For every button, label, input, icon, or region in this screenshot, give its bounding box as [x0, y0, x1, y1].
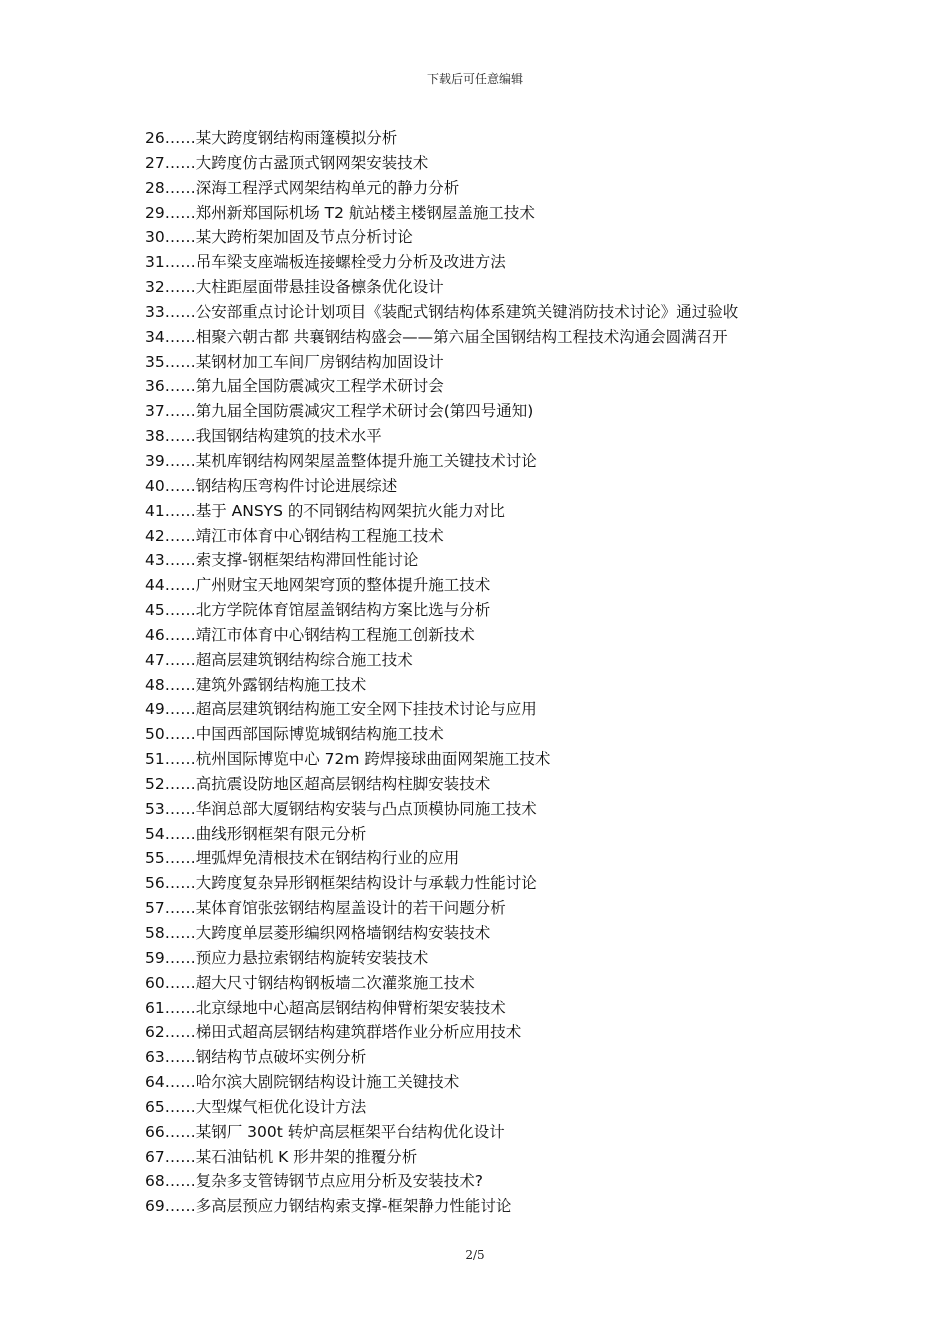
toc-entry: 51……杭州国际博览中心 72m 跨焊接球曲面网架施工技术 — [145, 750, 551, 769]
toc-list — [145, 126, 865, 1219]
toc-entry: 42……靖江市体育中心钢结构工程施工技术 — [145, 526, 444, 545]
toc-entry: 63……钢结构节点破坏实例分析 — [145, 1048, 367, 1067]
toc-entry: 29……郑州新郑国际机场 T2 航站楼主楼钢屋盖施工技术 — [145, 203, 535, 222]
toc-entry: 35……某钢材加工车间厂房钢结构加固设计 — [145, 352, 444, 371]
toc-entry: 67……某石油钻机 K 形井架的推覆分析 — [145, 1147, 418, 1166]
toc-entry: 53……华润总部大厦钢结构安装与凸点顶模协同施工技术 — [145, 799, 537, 818]
toc-entry: 30……某大跨桁架加固及节点分析讨论 — [145, 228, 413, 247]
toc-entry: 69……多高层预应力钢结构索支撑-框架静力性能讨论 — [145, 1197, 512, 1216]
toc-entry: 61……北京绿地中心超高层钢结构伸臂桁架安装技术 — [145, 998, 506, 1017]
toc-entry: 43……索支撑-钢框架结构滞回性能讨论 — [145, 551, 419, 570]
toc-entry: 34……相聚六朝古都 共襄钢结构盛会——第六届全国钢结构工程技术沟通会圆满召开 — [145, 327, 728, 346]
toc-entry: 52……高抗震设防地区超高层钢结构柱脚安装技术 — [145, 774, 491, 793]
toc-entry: 65……大型煤气柜优化设计方法 — [145, 1097, 367, 1116]
toc-entry: 54……曲线形钢框架有限元分析 — [145, 824, 367, 843]
page-header: 下载后可任意编辑 — [426, 72, 523, 86]
toc-entry: 64……哈尔滨大剧院钢结构设计施工关键技术 — [145, 1073, 460, 1092]
toc-entry: 56……大跨度复杂异形钢框架结构设计与承载力性能讨论 — [145, 874, 537, 893]
toc-entry: 66……某钢厂 300t 转炉高层框架平台结构优化设计 — [145, 1122, 505, 1141]
toc-entry: 37……第九届全国防震减灾工程学术研讨会(第四号通知) — [145, 402, 534, 421]
toc-entry: 41……基于 ANSYS 的不同钢结构网架抗火能力对比 — [145, 501, 505, 520]
toc-entry: 58……大跨度单层菱形编织网格墙钢结构安装技术 — [145, 924, 491, 942]
toc-entry: 59……预应力悬拉索钢结构旋转安装技术 — [145, 948, 429, 967]
toc-entry: 44……广州财宝天地网架穹顶的整体提升施工技术 — [145, 576, 491, 595]
toc-entry: 28……深海工程浮式网架结构单元的静力分析 — [145, 178, 460, 197]
toc-entry: 57……某体育馆张弦钢结构屋盖设计的若干问题分析 — [145, 899, 506, 918]
toc-entry: 32……大柱距屋面带悬挂设备檩条优化设计 — [145, 278, 444, 297]
toc-entry: 39……某机库钢结构网架屋盖整体提升施工关键技术讨论 — [145, 451, 537, 470]
page-number: 2/5 — [465, 1248, 485, 1262]
toc-entry: 38……我国钢结构建筑的技术水平 — [145, 427, 382, 446]
toc-entry: 55……埋弧焊免清根技术在钢结构行业的应用 — [145, 849, 460, 868]
toc-entry: 27……大跨度仿古盝顶式钢网架安装技术 — [145, 153, 429, 172]
toc-entry: 31……吊车梁支座端板连接螺栓受力分析及改进方法 — [145, 253, 506, 272]
toc-entry: 33……公安部重点讨论计划项目《装配式钢结构体系建筑关键消防技术讨论》通过验收 — [145, 302, 739, 321]
toc-entry: 68……复杂多支管铸钢节点应用分析及安装技术? — [145, 1172, 483, 1191]
toc-entry: 60……超大尺寸钢结构钢板墙二次灌浆施工技术 — [145, 973, 475, 992]
toc-entry: 50……中国西部国际博览城钢结构施工技术 — [145, 725, 444, 744]
toc-entry: 40……钢结构压弯构件讨论进展综述 — [145, 476, 398, 495]
toc-entry: 49……超高层建筑钢结构施工安全网下挂技术讨论与应用 — [145, 700, 537, 719]
toc-entry: 48……建筑外露钢结构施工技术 — [145, 675, 367, 694]
toc-entry: 46……靖江市体育中心钢结构工程施工创新技术 — [145, 625, 475, 644]
toc-entry: 36……第九届全国防震减灾工程学术研讨会 — [145, 377, 444, 396]
toc-entry: 45……北方学院体育馆屋盖钢结构方案比选与分析 — [145, 601, 491, 620]
toc-entry: 62……梯田式超高层钢结构建筑群塔作业分析应用技术 — [145, 1023, 522, 1042]
toc-entry: 47……超高层建筑钢结构综合施工技术 — [145, 650, 413, 669]
toc-entry: 26……某大跨度钢结构雨篷模拟分析 — [145, 129, 398, 147]
